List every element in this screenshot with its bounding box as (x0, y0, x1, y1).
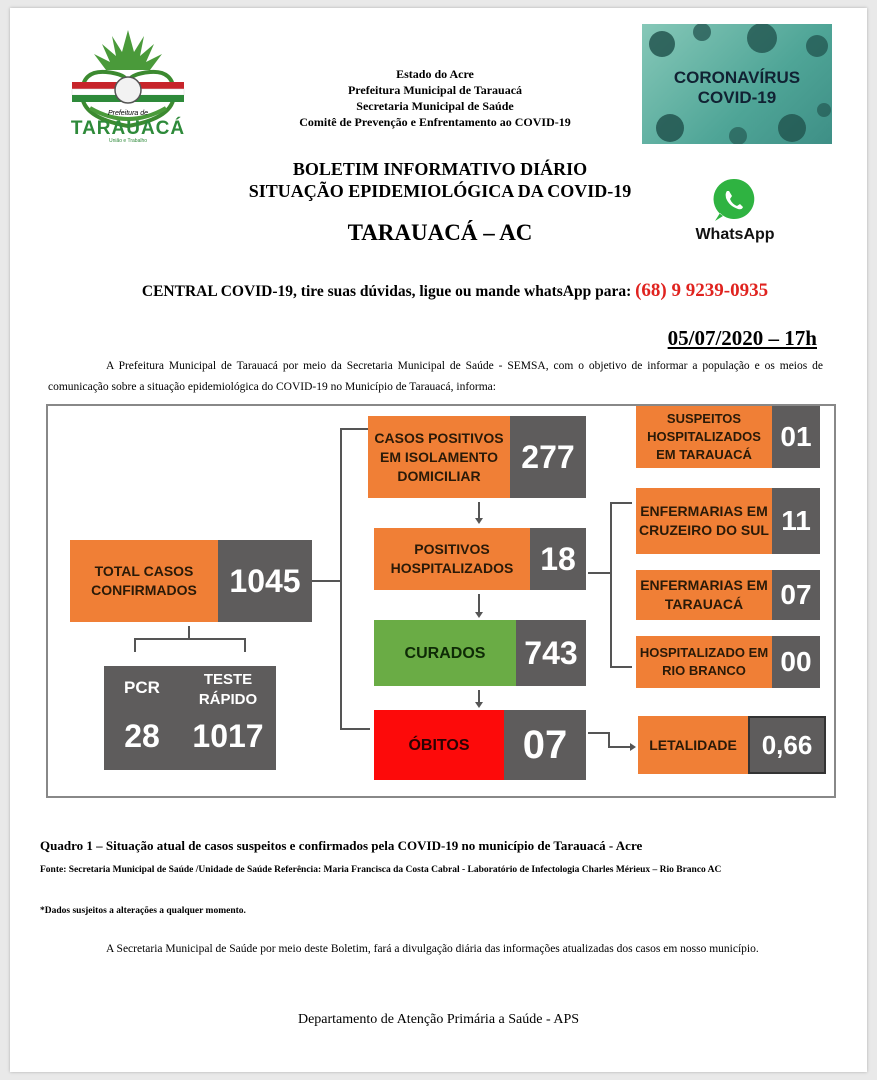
banner-text-box (652, 68, 822, 108)
stats-panel (46, 404, 836, 798)
connector-hosp-stub (588, 572, 610, 574)
isolamento-value: 277 (510, 416, 586, 498)
header-line-comite: Comitê de Prevenção e Enfrentamento ao COVID-19 (299, 115, 571, 129)
connector-tests-right (244, 638, 246, 652)
pcr-value: 28 (124, 717, 160, 754)
connector-hosp-curados (478, 594, 480, 612)
logo-city-name: TARAUACÁ (70, 118, 186, 139)
fonte-caption: Fonte: Secretaria Municipal de Saúde /Unidade de Saúde Referência: Maria Francisca da Costa Cabral - Laboratório de Infectologia Charles Mérieux – Rio Branco AC (40, 865, 722, 875)
obitos-label: ÓBITOS (374, 710, 504, 780)
connector-main-vertical (340, 428, 342, 730)
logo-slogan: União e Trabalho (108, 138, 148, 144)
header-line-prefeitura: Prefeitura Municipal de Tarauacá (347, 83, 523, 97)
banner-coronavirus: CORONAVÍRUS (673, 68, 801, 87)
connector-tests-left (134, 638, 136, 652)
connector-obitos-letalidade-c (608, 746, 630, 748)
connector-bottom-branch (340, 728, 370, 730)
connector-total-stub (312, 580, 340, 582)
whatsapp-label: WhatsApp (695, 226, 775, 243)
teste-rapido-label: TESTE RÁPIDO (198, 671, 258, 708)
connector-tests-bracket (134, 638, 246, 640)
title-line2: SITUAÇÃO EPIDEMIOLÓGICA DA COVID-19 (248, 181, 632, 201)
cruzeiro-value: 11 (772, 488, 820, 554)
letalidade-value: 0,66 (748, 716, 826, 774)
curados-label: CURADOS (374, 620, 516, 686)
teste-rapido-value: 1017 (192, 717, 264, 754)
nota-caption: *Dados susjeitos a alterações a qualquer momento. (40, 906, 246, 916)
header-lines (250, 66, 620, 130)
bulletin-title (160, 158, 720, 202)
central-covid-line (70, 280, 840, 302)
connector-obitos-letalidade-a (588, 732, 610, 734)
connector-hosp-vertical (610, 502, 612, 668)
pcr-label: PCR (124, 677, 160, 697)
bulletin-date: 05/07/2020 – 17h (667, 326, 817, 350)
enf-tarauaca-value: 07 (772, 570, 820, 620)
bulletin-page (10, 8, 867, 1072)
logo-top-text: Prefeitura de (107, 110, 149, 117)
connector-tests-stem (188, 626, 190, 638)
header-line-state: Estado do Acre (396, 67, 474, 81)
city-title: TARAUACÁ – AC (347, 220, 533, 245)
suspeitos-label: SUSPEITOS HOSPITALIZADOS EM TARAUACÁ (636, 406, 772, 468)
total-cases-value: 1045 (218, 540, 312, 622)
cruzeiro-label: ENFERMARIAS EM CRUZEIRO DO SUL (636, 488, 772, 554)
title-line1: BOLETIM INFORMATIVO DIÁRIO (292, 159, 588, 179)
isolamento-label: CASOS POSITIVOS EM ISOLAMENTO DOMICILIAR (368, 416, 510, 498)
quadro-caption: Quadro 1 – Situação atual de casos suspeitos e confirmados pela COVID-19 no município de Tarauacá - Acre (40, 838, 643, 853)
rio-branco-label: HOSPITALIZADO EM RIO BRANCO (636, 636, 772, 688)
arrow-curados-obitos-icon (475, 702, 483, 708)
connector-isol-hosp (478, 502, 480, 518)
connector-top-branch (340, 428, 368, 430)
suspeitos-value: 01 (772, 406, 820, 468)
enf-tarauaca-label: ENFERMARIAS EM TARAUACÁ (636, 570, 772, 620)
header-line-secretaria: Secretaria Municipal de Saúde (356, 99, 514, 113)
hospitalizados-label: POSITIVOS HOSPITALIZADOS (374, 528, 530, 590)
central-text: CENTRAL COVID-19, tire suas dúvidas, ligue ou mande whatsApp para: (141, 283, 636, 300)
connector-hosp-bottom (610, 666, 632, 668)
hospitalizados-value: 18 (530, 528, 586, 590)
connector-curados-obitos (478, 690, 480, 702)
arrow-isol-hosp-icon (475, 518, 483, 524)
tarauaca-logo (42, 22, 214, 142)
closing-paragraph: A Secretaria Municipal de Saúde por meio deste Boletim, fará a divulgação diária das informações atualizadas dos casos em nosso município. (106, 943, 759, 955)
curados-value: 743 (516, 620, 586, 686)
connector-hosp-top (610, 502, 632, 504)
arrow-hosp-curados-icon (475, 612, 483, 618)
arrow-letalidade-icon (630, 743, 636, 751)
coronavirus-banner (642, 24, 832, 144)
total-cases-label: TOTAL CASOS CONFIRMADOS (70, 540, 218, 622)
footer-department: Departamento de Atenção Primária a Saúde - APS (297, 1012, 580, 1027)
intro-paragraph: A Prefeitura Municipal de Tarauacá por meio da Secretaria Municipal de Saúde - SEMSA, com o objetivo de informar a população e os meios de comunicação sobre a situação epidemiológica do COVID-19 no Município de Tarauacá, informa: (48, 360, 823, 393)
rio-branco-value: 00 (772, 636, 820, 688)
central-phone: (68) 9 9239-0935 (635, 280, 769, 301)
letalidade-label: LETALIDADE (638, 716, 748, 774)
obitos-value: 07 (504, 710, 586, 780)
banner-covid: COVID-19 (697, 88, 777, 107)
